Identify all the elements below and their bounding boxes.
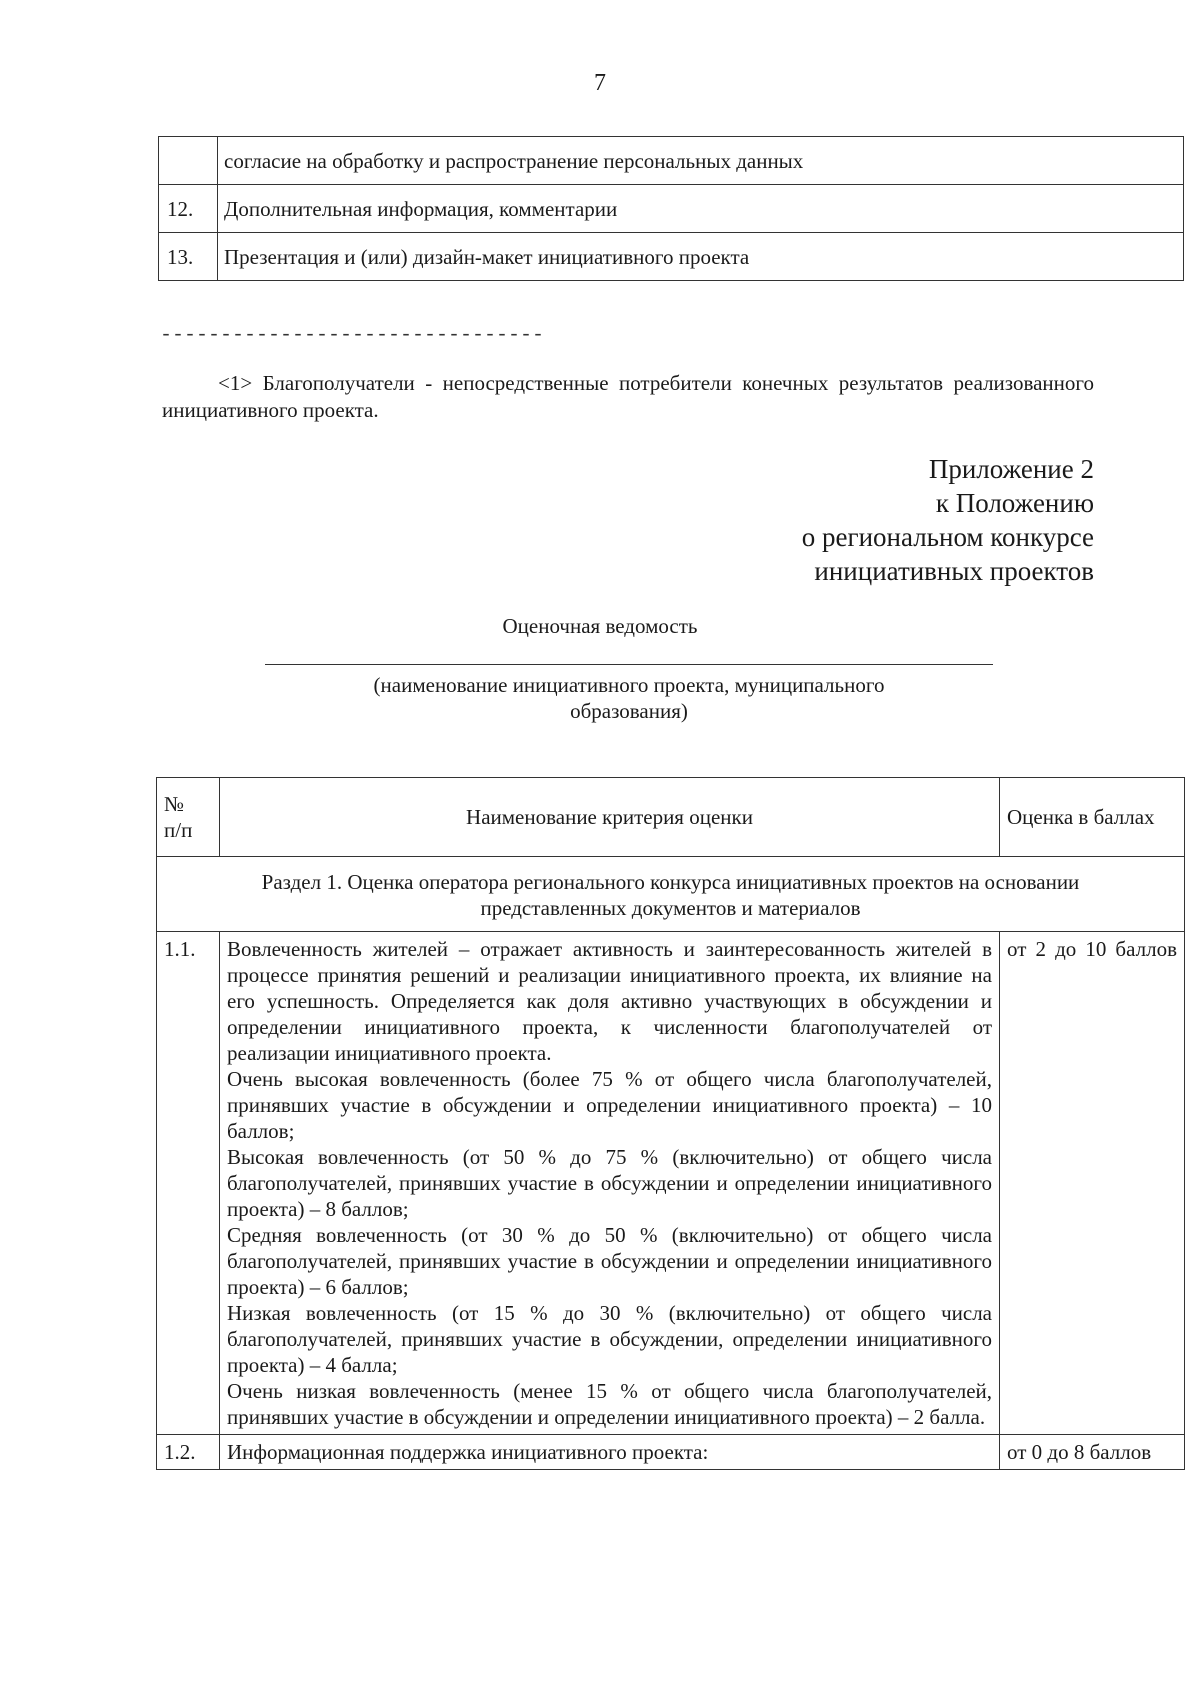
criterion-cell bbox=[220, 1435, 1000, 1470]
caption-line: (наименование инициативного проекта, муниципального bbox=[373, 673, 885, 697]
footnote-separator: -------------------------------- bbox=[160, 324, 545, 347]
document-title: Оценочная ведомость bbox=[502, 614, 698, 638]
application-form-table bbox=[158, 136, 1184, 281]
criterion-paragraph: Высокая вовлеченность (от 50 % до 75 % (включительно) от общего числа благополучателей, принявших участие в обсуждении и определении инициативного проекта) – 8 баллов; bbox=[227, 1145, 992, 1221]
criterion-cell bbox=[220, 932, 1000, 1435]
header-num bbox=[157, 778, 220, 857]
criterion-paragraph: Низкая вовлеченность (от 15 % до 30 % (включительно) от общего числа благополучателей, принявших участие в обсуждении, определении инициативного проекта) – 4 балла; bbox=[227, 1301, 992, 1377]
section-row bbox=[157, 857, 1185, 932]
evaluation-table bbox=[156, 777, 1185, 1470]
header-criterion: Наименование критерия оценки bbox=[220, 778, 1000, 857]
row-number bbox=[159, 137, 218, 185]
table-row bbox=[157, 1435, 1185, 1470]
table-row bbox=[159, 233, 1184, 281]
appendix-line: к Положению bbox=[935, 488, 1094, 518]
table-row bbox=[157, 932, 1185, 1435]
fill-in-line bbox=[265, 664, 993, 665]
row-text: согласие на обработку и распространение персональных данных bbox=[218, 137, 1184, 185]
appendix-heading bbox=[802, 452, 1094, 588]
row-text: Презентация и (или) дизайн-макет инициативного проекта bbox=[218, 233, 1184, 281]
table-row bbox=[159, 185, 1184, 233]
score-cell: от 2 до 10 баллов bbox=[1000, 932, 1185, 1435]
criterion-paragraph: Вовлеченность жителей – отражает активность и заинтересованность жителей в процессе принятия решений и реализации инициативного проекта, их влияние на его успешность. Определяется как доля активно участвующих в обсуждении и определении инициативного проекта, к численности благополучателей от реализации инициативного проекта. bbox=[227, 937, 992, 1065]
page-number: 7 bbox=[594, 70, 606, 96]
table-header-row bbox=[157, 778, 1185, 857]
criterion-paragraph: Средняя вовлеченность (от 30 % до 50 % (включительно) от общего числа благополучателей, принявших участие в обсуждении и определении инициативного проекта) – 6 баллов; bbox=[227, 1223, 992, 1299]
appendix-line: Приложение 2 bbox=[928, 454, 1094, 484]
criterion-paragraph: Очень низкая вовлеченность (менее 15 % от общего числа благополучателей, принявших участие в обсуждении и определении инициативного проекта) – 2 балла. bbox=[227, 1379, 992, 1429]
header-score: Оценка в баллах bbox=[1000, 778, 1185, 857]
row-number: 12. bbox=[159, 185, 218, 233]
row-number: 13. bbox=[159, 233, 218, 281]
table-row bbox=[159, 137, 1184, 185]
caption-line: образования) bbox=[570, 699, 688, 723]
row-number: 1.1. bbox=[157, 932, 220, 1435]
fill-in-caption bbox=[265, 672, 993, 724]
appendix-line: инициативных проектов bbox=[814, 556, 1094, 586]
criterion-paragraph: Очень высокая вовлеченность (более 75 % от общего числа благополучателей, принявших участие в обсуждении и определении инициативного проекта) – 10 баллов; bbox=[227, 1067, 992, 1143]
footnote-text: <1> Благополучатели - непосредственные потребители конечных результатов реализованного инициативного проекта. bbox=[162, 371, 1094, 422]
appendix-line: о региональном конкурсе bbox=[801, 522, 1094, 552]
section-title: Раздел 1. Оценка оператора регионального конкурса инициативных проектов на основании представленных документов и материалов bbox=[157, 857, 1185, 932]
header-num-line: № bbox=[164, 792, 185, 816]
row-text: Дополнительная информация, комментарии bbox=[218, 185, 1184, 233]
header-num-line: п/п bbox=[164, 818, 193, 842]
score-cell: от 0 до 8 баллов bbox=[1000, 1435, 1185, 1470]
criterion-paragraph: Информационная поддержка инициативного проекта: bbox=[227, 1440, 709, 1464]
row-number: 1.2. bbox=[157, 1435, 220, 1470]
